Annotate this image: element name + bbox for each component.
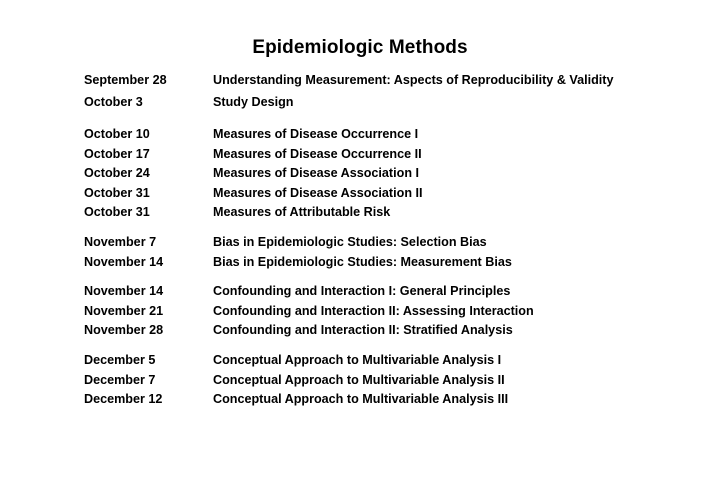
schedule-row-topic: Conceptual Approach to Multivariable Analysis III	[213, 392, 509, 407]
schedule-group-multivariable	[84, 352, 704, 411]
schedule-row-date: November 28	[84, 323, 164, 338]
schedule-row-date: November 21	[84, 303, 164, 318]
schedule-group-measures	[84, 126, 704, 224]
schedule-row-date: October 24	[84, 166, 150, 181]
schedule-row	[84, 283, 704, 303]
schedule-row-topic: Measures of Disease Association II	[213, 185, 423, 200]
schedule-row-date: December 5	[84, 352, 156, 367]
page-title: Epidemiologic Methods	[252, 37, 468, 58]
schedule-row-date: October 31	[84, 185, 150, 200]
schedule-row-topic: Measures of Disease Occurrence II	[213, 146, 422, 161]
schedule-row	[84, 185, 704, 205]
schedule-row-date: November 7	[84, 234, 157, 249]
schedule-row-date: September 28	[84, 73, 167, 87]
schedule-row-topic: Measures of Disease Occurrence I	[213, 127, 419, 141]
schedule-row-date: November 14	[84, 284, 164, 299]
schedule-row-topic: Bias in Epidemiologic Studies: Selection Bias	[213, 234, 487, 249]
schedule-row	[84, 372, 704, 392]
schedule-row-topic: Conceptual Approach to Multivariable Analysis I	[213, 352, 502, 367]
schedule-row	[84, 352, 704, 372]
schedule-row-date: November 14	[84, 254, 164, 269]
course-schedule-list	[84, 72, 704, 411]
schedule-row	[84, 204, 704, 224]
schedule-row	[84, 165, 704, 185]
schedule-row-topic: Measures of Disease Association I	[213, 166, 420, 181]
schedule-row	[84, 234, 704, 254]
schedule-row	[84, 303, 704, 323]
schedule-row-topic: Bias in Epidemiologic Studies: Measurement Bias	[213, 254, 512, 269]
schedule-row-topic: Study Design	[213, 95, 294, 109]
schedule-row-date: October 31	[84, 205, 150, 220]
schedule-row-topic: Confounding and Interaction I: General Principles	[213, 284, 511, 299]
schedule-row	[84, 72, 704, 94]
schedule-row-date: October 3	[84, 95, 143, 109]
schedule-row-topic: Confounding and Interaction II: Stratified Analysis	[213, 323, 513, 338]
schedule-row-date: December 7	[84, 372, 156, 387]
schedule-group-intro	[84, 72, 704, 116]
schedule-row-topic: Conceptual Approach to Multivariable Analysis II	[213, 372, 505, 387]
schedule-group-bias	[84, 234, 704, 273]
schedule-row-date: December 12	[84, 392, 163, 407]
schedule-row-topic: Confounding and Interaction II: Assessing Interaction	[213, 303, 534, 318]
schedule-row	[84, 146, 704, 166]
schedule-row	[84, 391, 704, 411]
schedule-row-topic: Understanding Measurement: Aspects of Reproducibility & Validity	[213, 73, 614, 87]
schedule-row	[84, 322, 704, 342]
schedule-row-topic: Measures of Attributable Risk	[213, 205, 391, 220]
schedule-row-date: October 10	[84, 127, 150, 141]
schedule-row	[84, 126, 704, 146]
schedule-row	[84, 94, 704, 116]
schedule-group-confounding	[84, 283, 704, 342]
schedule-row	[84, 254, 704, 274]
schedule-row-date: October 17	[84, 146, 150, 161]
